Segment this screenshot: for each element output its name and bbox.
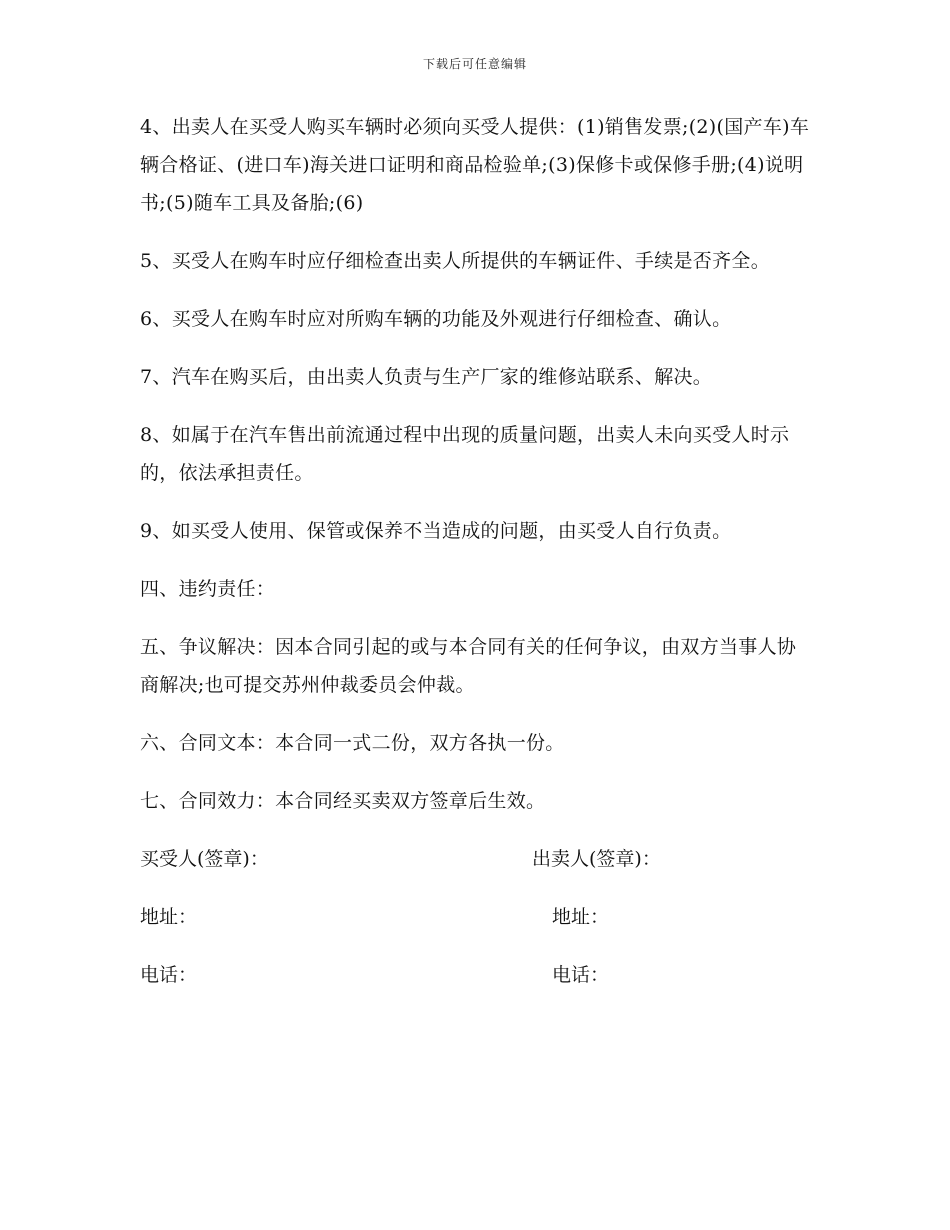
section-breach-liability: 四、违约责任：	[140, 578, 276, 600]
seller-address-label: 地址：	[552, 906, 610, 928]
section-contract-copies: 六、合同文本：本合同一式二份，双方各执一份。	[140, 732, 565, 754]
clause-6: 6、买受人在购车时应对所购车辆的功能及外观进行仔细检查、确认。	[140, 308, 732, 330]
clause-5: 5、买受人在购车时应仔细检查出卖人所提供的车辆证件、手续是否齐全。	[140, 250, 770, 272]
phone-row	[140, 956, 810, 1014]
clause-4: 4、出卖人在买受人购买车辆时必须向买受人提供：(1)销售发票;(2)(国产车)车辆合格证、(进口车)海关进口证明和商品检验单;(3)保修卡或保修手册;(4)说明书;(5)随车工具及备胎;(6)	[140, 116, 810, 214]
document-body	[140, 108, 810, 1014]
buyer-signature-label: 买受人(签章)：	[140, 848, 269, 870]
signature-row	[140, 840, 810, 898]
buyer-address-label: 地址：	[140, 906, 198, 928]
clause-8: 8、如属于在汽车售出前流通过程中出现的质量问题，出卖人未向买受人时示的，依法承担责任。	[140, 424, 790, 484]
buyer-phone-label: 电话：	[140, 964, 198, 986]
seller-signature-label: 出卖人(签章)：	[532, 848, 661, 870]
section-dispute-resolution: 五、争议解决：因本合同引起的或与本合同有关的任何争议，由双方当事人协商解决;也可提交苏州仲裁委员会仲裁。	[140, 636, 797, 696]
seller-phone-label: 电话：	[552, 964, 610, 986]
page-header-note: 下载后可任意编辑	[422, 57, 527, 71]
clause-7: 7、汽车在购买后，由出卖人负责与生产厂家的维修站联系、解决。	[140, 366, 713, 388]
address-row	[140, 898, 810, 956]
clause-9: 9、如买受人使用、保管或保养不当造成的问题，由买受人自行负责。	[140, 520, 732, 542]
section-contract-effect: 七、合同效力：本合同经买卖双方签章后生效。	[140, 790, 546, 812]
